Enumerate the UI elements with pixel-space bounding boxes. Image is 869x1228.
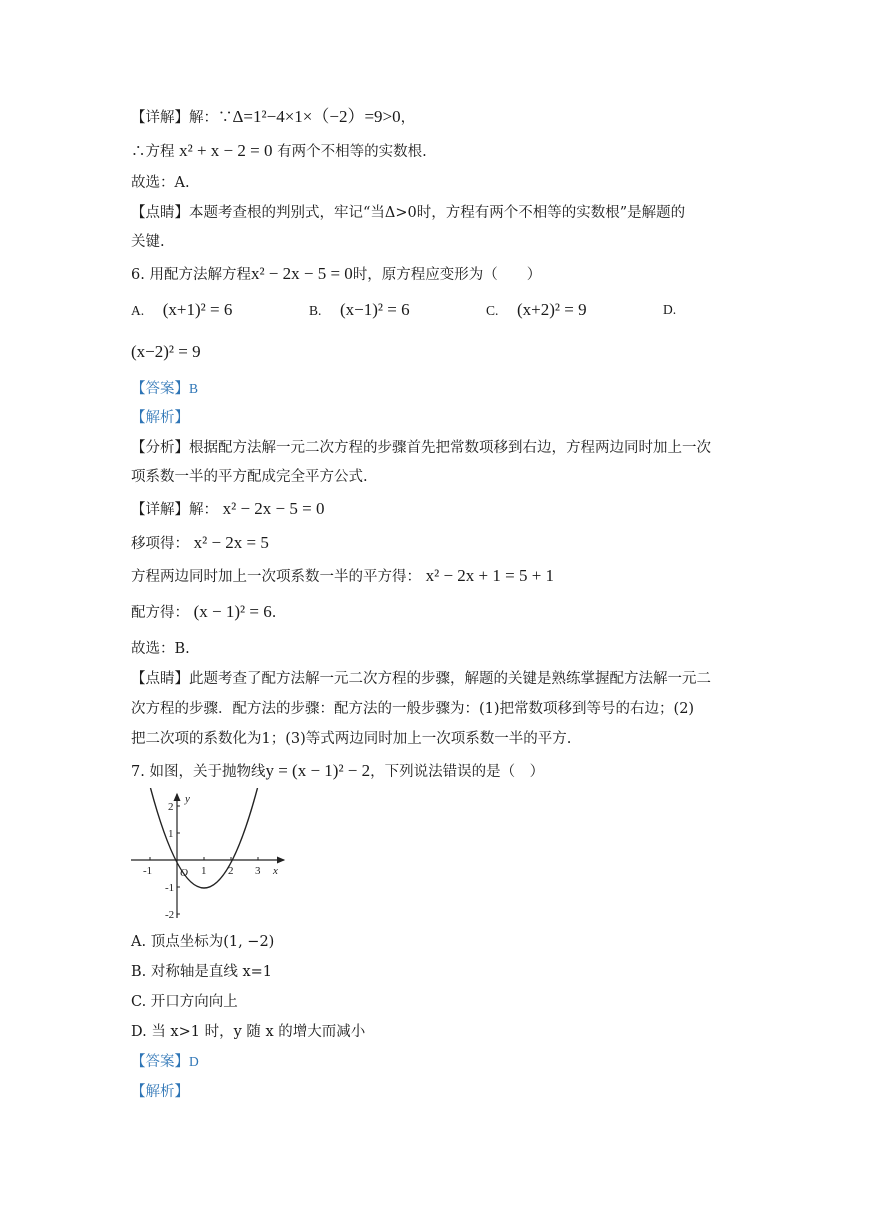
x-tick-label: 3 [255,865,261,877]
y-tick-label: 2 [168,801,174,813]
q6-answer: 【答案】B [131,381,199,397]
q7-option-b: B. 对称轴是直线 x=1 [131,964,273,980]
q6-option-d-value: (x−2)² = 9 [131,342,201,361]
q6-option-b: B. (x−1)² = 6 [309,300,410,319]
q7-option-d: D. 当 x>1 时，y 随 x 的增大而减小 [131,1024,366,1040]
parabola-graph [128,788,290,922]
q6-transpose-line: 移项得： x² − 2x = 5 [131,533,269,552]
q7-option-c: C. 开口方向向上 [131,994,238,1010]
note-line-2: 关键. [131,234,165,250]
q7-option-a: A. 顶点坐标为(1, −2) [131,934,275,950]
q6-option-c: C. (x+2)² = 9 [486,300,587,319]
question-7-stem: 7. 如图，关于抛物线y = (x − 1)² − 2，下列说法错误的是（ ） [131,761,545,780]
x-tick-label: -1 [143,865,153,877]
q6-analysis-heading: 【解析】 [131,410,189,426]
equation-1: x² + x − 2 = 0 [179,141,273,160]
q6-detail-line: 【详解】解： x² − 2x − 5 = 0 [131,499,325,518]
y-tick-label: 1 [168,828,174,840]
q6-analysis-line-1: 【分析】根据配方法解一元二次方程的步骤首先把常数项移到右边，方程两边同时加上一次 [131,440,711,456]
q6-note-line-2: 次方程的步骤．配方法的步骤：配方法的一般步骤为：(1)把常数项移到等号的右边；(2) [131,701,695,717]
question-6-stem: 6. 用配方法解方程x² − 2x − 5 = 0时，原方程应变形为（ ） [131,264,542,283]
q6-analysis-line-2: 项系数一半的平方配成完全平方公式. [131,469,368,485]
q7-answer: 【答案】D [131,1054,199,1070]
q6-add-line: 方程两边同时加上一次项系数一半的平方得： x² − 2x + 1 = 5 + 1 [131,566,555,585]
q6-complete-square-line: 配方得： (x − 1)² = 6. [131,602,277,621]
x-axis-label: x [273,865,278,877]
x-tick-label: 1 [201,865,207,877]
y-axis-label: y [185,793,190,805]
choose-line-1: 故选：A. [131,175,190,191]
q6-option-d: D. [663,302,677,317]
y-tick-label: -2 [165,909,175,921]
q6-option-a: A. (x+1)² = 6 [131,300,233,319]
detail-line-1: 【详解】解：∵Δ=1²−4×1×（−2）=9>0， [131,107,416,126]
origin-label: O [180,867,188,879]
note-line-1: 【点睛】本题考查根的判别式，牢记“当Δ>0时，方程有两个不相等的实数根”是解题的 [131,205,686,221]
discriminant-expression: Δ=1²−4×1×（−2）=9>0 [232,107,401,126]
q7-analysis-heading: 【解析】 [131,1084,189,1100]
detail-line-2: ∴方程 x² + x − 2 = 0 有两个不相等的实数根. [131,141,427,160]
y-tick-label: -1 [165,882,175,894]
q6-note-line-1: 【点睛】此题考查了配方法解一元二次方程的步骤，解题的关键是熟练掌握配方法解一元二 [131,671,711,687]
x-tick-label: 2 [228,865,234,877]
question-6-equation: x² − 2x − 5 = 0 [250,264,353,283]
q6-choose-line: 故选：B. [131,641,190,657]
question-7-equation: y = (x − 1)² − 2 [265,761,371,780]
q6-note-line-3: 把二次项的系数化为1；(3)等式两边同时加上一次项系数一半的平方. [131,731,572,747]
